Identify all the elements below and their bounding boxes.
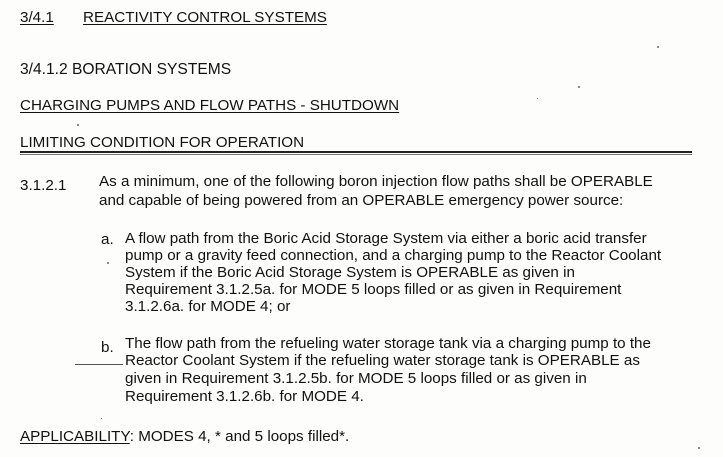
item-a-line: Requirement 3.1.2.5a. for MODE 5 loops filled or as given in Requirement xyxy=(125,281,622,298)
scan-artifact-speck xyxy=(537,98,538,99)
scan-artifact-speck xyxy=(698,447,700,449)
scan-artifact-speck xyxy=(107,262,109,264)
item-a-line: 3.1.2.6a. for MODE 4; or xyxy=(125,298,291,315)
item-b-line: Requirement 3.1.2.6b. for MODE 4. xyxy=(125,388,364,405)
heading-rule-thick xyxy=(20,151,692,153)
heading-rule-thin xyxy=(20,154,692,155)
item-a-marker: a. xyxy=(101,231,114,248)
lco-heading: LIMITING CONDITION FOR OPERATION xyxy=(20,134,305,151)
item-a-line: System if the Boric Acid Storage System is OPERABLE as given in xyxy=(125,264,575,281)
item-a-line: A flow path from the Boric Acid Storage System via either a boric acid transfer xyxy=(125,230,647,247)
topic-heading: CHARGING PUMPS AND FLOW PATHS - SHUTDOWN xyxy=(20,97,400,114)
scan-artifact-speck xyxy=(578,86,580,88)
item-b-line: Reactor Coolant System if the refueling water storage tank is OPERABLE as xyxy=(125,352,640,369)
scan-artifact-speck xyxy=(101,418,102,419)
requirement-intro-line-1: As a minimum, one of the following boron injection flow paths shall be OPERABLE xyxy=(99,173,653,190)
section-number: 3/4.1 xyxy=(20,9,54,26)
applicability-text: : MODES 4, * and 5 loops filled*. xyxy=(129,428,350,445)
scan-artifact-speck xyxy=(77,124,79,126)
section-title: REACTIVITY CONTROL SYSTEMS xyxy=(83,9,327,26)
requirement-intro-line-2: and capable of being powered from an OPERABLE emergency power source: xyxy=(99,192,624,209)
applicability-label: APPLICABILITY xyxy=(20,428,130,445)
scan-artifact-dash xyxy=(75,364,123,365)
item-b-line: The flow path from the refueling water storage tank via a charging pump to the xyxy=(125,335,651,352)
subsection-title: 3/4.1.2 BORATION SYSTEMS xyxy=(20,61,232,78)
item-a-line: pump or a gravity feed connection, and a charging pump to the Reactor Coolant xyxy=(125,247,662,264)
scan-artifact-speck xyxy=(657,46,659,48)
item-b-line: given in Requirement 3.1.2.5b. for MODE 5 loops filled or as given in xyxy=(125,370,587,387)
item-b-marker: b. xyxy=(101,339,114,356)
applicability xyxy=(20,428,349,446)
requirement-number: 3.1.2.1 xyxy=(20,177,67,194)
